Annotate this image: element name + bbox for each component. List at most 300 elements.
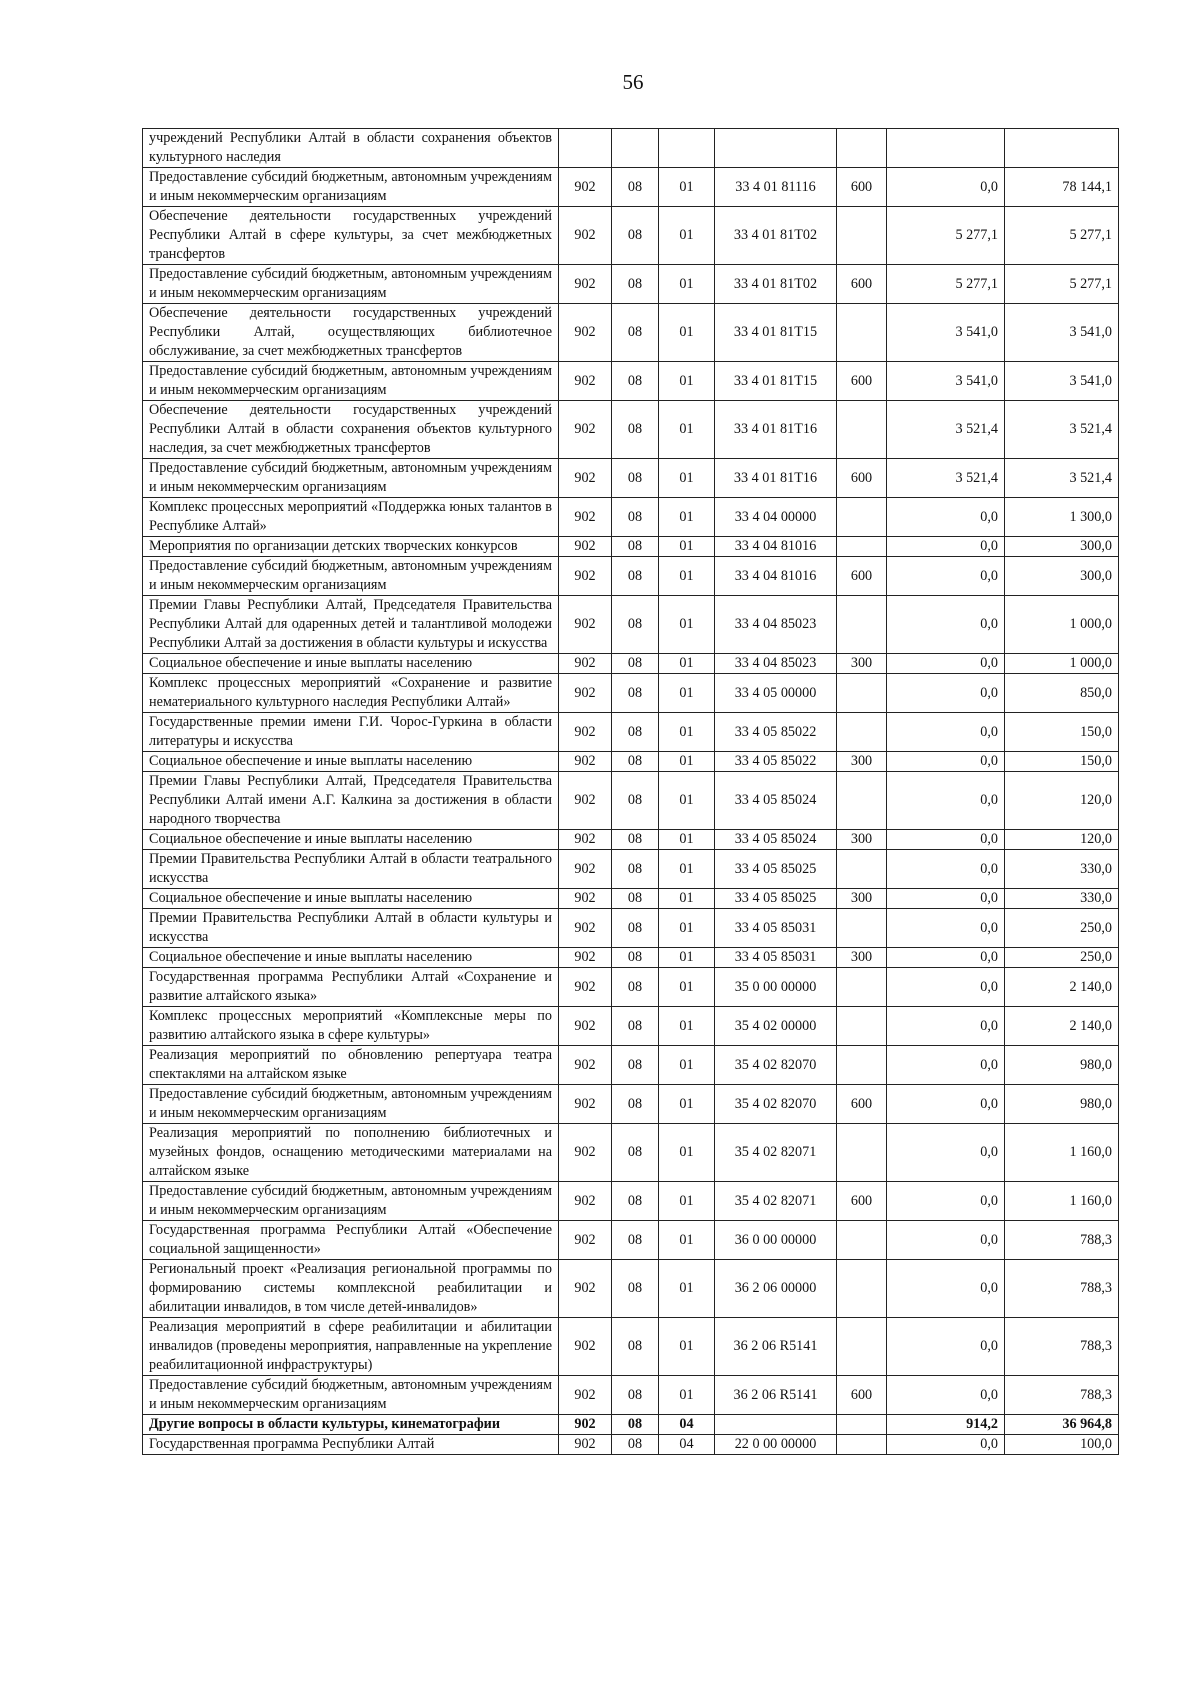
row-amount-1-cell: 0,0 bbox=[887, 1046, 1005, 1085]
row-amount-1-cell: 3 521,4 bbox=[887, 401, 1005, 459]
row-ministry-cell: 902 bbox=[559, 498, 612, 537]
table-row bbox=[143, 304, 1119, 362]
table-row bbox=[143, 168, 1119, 207]
row-expense-type-cell: 600 bbox=[837, 1376, 887, 1415]
row-amount-1-cell: 0,0 bbox=[887, 889, 1005, 909]
table-row bbox=[143, 1007, 1119, 1046]
row-section-cell: 08 bbox=[612, 889, 659, 909]
row-ministry-cell: 902 bbox=[559, 654, 612, 674]
row-name-cell: Социальное обеспечение и иные выплаты населению bbox=[143, 889, 559, 909]
row-amount-1-cell: 0,0 bbox=[887, 1085, 1005, 1124]
table-row bbox=[143, 129, 1119, 168]
row-expense-type-cell bbox=[837, 850, 887, 889]
row-section-cell: 08 bbox=[612, 1046, 659, 1085]
row-amount-2-cell: 788,3 bbox=[1005, 1221, 1119, 1260]
row-section-cell: 08 bbox=[612, 1085, 659, 1124]
row-amount-1-cell: 0,0 bbox=[887, 1435, 1005, 1455]
row-subsection-cell: 01 bbox=[659, 968, 715, 1007]
page-number: 56 bbox=[622, 70, 644, 94]
row-target-code-cell: 33 4 01 81Т02 bbox=[715, 265, 837, 304]
row-expense-type-cell bbox=[837, 772, 887, 830]
row-subsection-cell: 01 bbox=[659, 207, 715, 265]
row-section-cell: 08 bbox=[612, 1124, 659, 1182]
row-subsection-cell: 01 bbox=[659, 1085, 715, 1124]
row-ministry-cell: 902 bbox=[559, 850, 612, 889]
table-row bbox=[143, 1046, 1119, 1085]
row-subsection-cell: 01 bbox=[659, 401, 715, 459]
row-target-code-cell: 33 4 05 00000 bbox=[715, 674, 837, 713]
row-name-cell: Обеспечение деятельности государственных учреждений Республики Алтай в области сохранения объектов культурного наследия, за счет межбюджетных трансфертов bbox=[143, 401, 559, 459]
row-expense-type-cell bbox=[837, 1046, 887, 1085]
row-ministry-cell: 902 bbox=[559, 713, 612, 752]
row-expense-type-cell bbox=[837, 1124, 887, 1182]
row-subsection-cell: 01 bbox=[659, 459, 715, 498]
row-name-cell: Социальное обеспечение и иные выплаты населению bbox=[143, 948, 559, 968]
row-amount-2-cell: 3 541,0 bbox=[1005, 304, 1119, 362]
row-amount-1-cell: 0,0 bbox=[887, 968, 1005, 1007]
row-target-code-cell: 33 4 04 81016 bbox=[715, 557, 837, 596]
row-amount-1-cell: 0,0 bbox=[887, 1124, 1005, 1182]
row-section-cell: 08 bbox=[612, 1318, 659, 1376]
row-amount-2-cell: 3 541,0 bbox=[1005, 362, 1119, 401]
row-expense-type-cell bbox=[837, 1260, 887, 1318]
row-expense-type-cell bbox=[837, 1435, 887, 1455]
row-name-cell: Государственная программа Республики Алтай bbox=[143, 1435, 559, 1455]
row-amount-1-cell: 0,0 bbox=[887, 596, 1005, 654]
row-name-cell: Мероприятия по организации детских творческих конкурсов bbox=[143, 537, 559, 557]
row-section-cell: 08 bbox=[612, 265, 659, 304]
row-subsection-cell: 01 bbox=[659, 498, 715, 537]
row-subsection-cell: 01 bbox=[659, 1124, 715, 1182]
row-name-cell: Предоставление субсидий бюджетным, автономным учреждениям и иным некоммерческим организациям bbox=[143, 168, 559, 207]
row-target-code-cell: 22 0 00 00000 bbox=[715, 1435, 837, 1455]
row-name-cell: Государственная программа Республики Алтай «Сохранение и развитие алтайского языка» bbox=[143, 968, 559, 1007]
row-expense-type-cell: 600 bbox=[837, 1182, 887, 1221]
row-amount-2-cell: 1 300,0 bbox=[1005, 498, 1119, 537]
table-row bbox=[143, 1260, 1119, 1318]
row-name-cell: Премии Правительства Республики Алтай в области театрального искусства bbox=[143, 850, 559, 889]
row-name-cell: Государственные премии имени Г.И. Чорос-Гуркина в области литературы и искусства bbox=[143, 713, 559, 752]
row-ministry-cell: 902 bbox=[559, 909, 612, 948]
row-subsection-cell: 01 bbox=[659, 752, 715, 772]
row-name-cell: учреждений Республики Алтай в области сохранения объектов культурного наследия bbox=[143, 129, 559, 168]
row-subsection-cell: 01 bbox=[659, 1376, 715, 1415]
row-ministry-cell: 902 bbox=[559, 674, 612, 713]
row-name-cell: Предоставление субсидий бюджетным, автономным учреждениям и иным некоммерческим организациям bbox=[143, 362, 559, 401]
row-amount-1-cell: 0,0 bbox=[887, 1318, 1005, 1376]
row-subsection-cell: 01 bbox=[659, 557, 715, 596]
row-amount-1-cell: 0,0 bbox=[887, 1007, 1005, 1046]
row-ministry-cell: 902 bbox=[559, 1124, 612, 1182]
row-expense-type-cell: 600 bbox=[837, 168, 887, 207]
row-expense-type-cell: 300 bbox=[837, 889, 887, 909]
table-row bbox=[143, 850, 1119, 889]
row-expense-type-cell bbox=[837, 207, 887, 265]
row-ministry-cell: 902 bbox=[559, 1415, 612, 1435]
table-row bbox=[143, 1182, 1119, 1221]
table-row bbox=[143, 1085, 1119, 1124]
row-amount-2-cell: 1 000,0 bbox=[1005, 654, 1119, 674]
row-ministry-cell: 902 bbox=[559, 557, 612, 596]
row-subsection-cell: 01 bbox=[659, 1046, 715, 1085]
row-name-cell: Комплекс процессных мероприятий «Сохранение и развитие нематериального культурного наследия Республики Алтай» bbox=[143, 674, 559, 713]
row-amount-2-cell: 1 160,0 bbox=[1005, 1124, 1119, 1182]
row-amount-2-cell: 150,0 bbox=[1005, 713, 1119, 752]
row-amount-2-cell: 120,0 bbox=[1005, 772, 1119, 830]
row-amount-1-cell: 3 521,4 bbox=[887, 459, 1005, 498]
row-amount-1-cell: 0,0 bbox=[887, 772, 1005, 830]
row-target-code-cell: 33 4 05 85024 bbox=[715, 772, 837, 830]
table-row bbox=[143, 654, 1119, 674]
table-row bbox=[143, 674, 1119, 713]
row-section-cell: 08 bbox=[612, 713, 659, 752]
row-section-cell: 08 bbox=[612, 596, 659, 654]
row-ministry-cell: 902 bbox=[559, 459, 612, 498]
row-target-code-cell: 35 4 02 00000 bbox=[715, 1007, 837, 1046]
row-amount-2-cell: 250,0 bbox=[1005, 948, 1119, 968]
row-amount-2-cell: 788,3 bbox=[1005, 1318, 1119, 1376]
row-subsection-cell: 01 bbox=[659, 537, 715, 557]
row-amount-1-cell: 0,0 bbox=[887, 850, 1005, 889]
row-amount-1-cell: 0,0 bbox=[887, 752, 1005, 772]
table-row bbox=[143, 362, 1119, 401]
row-name-cell: Предоставление субсидий бюджетным, автономным учреждениям и иным некоммерческим организациям bbox=[143, 557, 559, 596]
row-subsection-cell: 04 bbox=[659, 1435, 715, 1455]
row-name-cell: Предоставление субсидий бюджетным, автономным учреждениям и иным некоммерческим организациям bbox=[143, 265, 559, 304]
row-amount-2-cell: 250,0 bbox=[1005, 909, 1119, 948]
row-section-cell: 08 bbox=[612, 772, 659, 830]
row-ministry-cell: 902 bbox=[559, 1085, 612, 1124]
table-row bbox=[143, 752, 1119, 772]
row-expense-type-cell: 600 bbox=[837, 265, 887, 304]
row-amount-1-cell: 0,0 bbox=[887, 674, 1005, 713]
row-amount-2-cell: 3 521,4 bbox=[1005, 459, 1119, 498]
table-row bbox=[143, 537, 1119, 557]
row-name-cell: Комплекс процессных мероприятий «Поддержка юных талантов в Республике Алтай» bbox=[143, 498, 559, 537]
row-target-code-cell: 33 4 04 85023 bbox=[715, 596, 837, 654]
row-target-code-cell bbox=[715, 1415, 837, 1435]
row-target-code-cell: 35 4 02 82070 bbox=[715, 1046, 837, 1085]
row-target-code-cell: 33 4 04 85023 bbox=[715, 654, 837, 674]
row-section-cell: 08 bbox=[612, 401, 659, 459]
table-row bbox=[143, 889, 1119, 909]
row-amount-2-cell: 980,0 bbox=[1005, 1046, 1119, 1085]
row-amount-2-cell: 150,0 bbox=[1005, 752, 1119, 772]
row-target-code-cell: 33 4 05 85025 bbox=[715, 889, 837, 909]
table-row bbox=[143, 265, 1119, 304]
table-row bbox=[143, 596, 1119, 654]
table-row bbox=[143, 830, 1119, 850]
row-amount-1-cell: 0,0 bbox=[887, 498, 1005, 537]
row-section-cell: 08 bbox=[612, 537, 659, 557]
table-row bbox=[143, 1376, 1119, 1415]
row-ministry-cell: 902 bbox=[559, 752, 612, 772]
row-target-code-cell: 33 4 04 00000 bbox=[715, 498, 837, 537]
row-target-code-cell: 33 4 01 81Т16 bbox=[715, 459, 837, 498]
row-amount-1-cell: 0,0 bbox=[887, 557, 1005, 596]
row-target-code-cell bbox=[715, 129, 837, 168]
row-section-cell: 08 bbox=[612, 168, 659, 207]
row-ministry-cell: 902 bbox=[559, 168, 612, 207]
row-name-cell: Социальное обеспечение и иные выплаты населению bbox=[143, 830, 559, 850]
row-amount-2-cell: 78 144,1 bbox=[1005, 168, 1119, 207]
row-expense-type-cell bbox=[837, 909, 887, 948]
row-section-cell: 08 bbox=[612, 968, 659, 1007]
row-amount-2-cell bbox=[1005, 129, 1119, 168]
row-amount-2-cell: 330,0 bbox=[1005, 889, 1119, 909]
table-row bbox=[143, 713, 1119, 752]
row-name-cell: Реализация мероприятий по пополнению библиотечных и музейных фондов, оснащению методическими материалами на алтайском языке bbox=[143, 1124, 559, 1182]
row-target-code-cell: 33 4 05 85031 bbox=[715, 948, 837, 968]
row-target-code-cell: 33 4 01 81Т16 bbox=[715, 401, 837, 459]
row-section-cell: 08 bbox=[612, 654, 659, 674]
table-row bbox=[143, 948, 1119, 968]
row-amount-2-cell: 1 160,0 bbox=[1005, 1182, 1119, 1221]
row-target-code-cell: 33 4 01 81Т15 bbox=[715, 304, 837, 362]
row-section-cell: 08 bbox=[612, 304, 659, 362]
row-subsection-cell: 01 bbox=[659, 265, 715, 304]
row-target-code-cell: 35 0 00 00000 bbox=[715, 968, 837, 1007]
table-row bbox=[143, 1221, 1119, 1260]
row-section-cell: 08 bbox=[612, 830, 659, 850]
table-row bbox=[143, 557, 1119, 596]
row-target-code-cell: 33 4 05 85031 bbox=[715, 909, 837, 948]
table-row bbox=[143, 401, 1119, 459]
row-target-code-cell: 35 4 02 82071 bbox=[715, 1124, 837, 1182]
row-expense-type-cell: 600 bbox=[837, 362, 887, 401]
row-name-cell: Предоставление субсидий бюджетным, автономным учреждениям и иным некоммерческим организациям bbox=[143, 1182, 559, 1221]
row-section-cell: 08 bbox=[612, 850, 659, 889]
row-expense-type-cell bbox=[837, 537, 887, 557]
row-ministry-cell: 902 bbox=[559, 265, 612, 304]
row-expense-type-cell: 600 bbox=[837, 459, 887, 498]
row-expense-type-cell bbox=[837, 129, 887, 168]
row-amount-1-cell: 5 277,1 bbox=[887, 265, 1005, 304]
row-amount-1-cell: 0,0 bbox=[887, 948, 1005, 968]
row-name-cell: Социальное обеспечение и иные выплаты населению bbox=[143, 752, 559, 772]
row-name-cell: Премии Правительства Республики Алтай в области культуры и искусства bbox=[143, 909, 559, 948]
row-ministry-cell: 902 bbox=[559, 1376, 612, 1415]
table-row bbox=[143, 968, 1119, 1007]
row-amount-2-cell: 2 140,0 bbox=[1005, 1007, 1119, 1046]
row-amount-2-cell: 120,0 bbox=[1005, 830, 1119, 850]
budget-table bbox=[142, 128, 1119, 1455]
row-amount-1-cell: 0,0 bbox=[887, 168, 1005, 207]
row-subsection-cell: 01 bbox=[659, 362, 715, 401]
row-subsection-cell: 01 bbox=[659, 168, 715, 207]
row-section-cell: 08 bbox=[612, 1182, 659, 1221]
row-expense-type-cell: 300 bbox=[837, 752, 887, 772]
row-section-cell: 08 bbox=[612, 1007, 659, 1046]
row-expense-type-cell bbox=[837, 1318, 887, 1376]
row-name-cell: Реализация мероприятий по обновлению репертуара театра спектаклями на алтайском языке bbox=[143, 1046, 559, 1085]
row-subsection-cell: 01 bbox=[659, 713, 715, 752]
row-ministry-cell: 902 bbox=[559, 207, 612, 265]
row-ministry-cell: 902 bbox=[559, 401, 612, 459]
row-amount-1-cell: 0,0 bbox=[887, 1221, 1005, 1260]
row-target-code-cell: 33 4 05 85022 bbox=[715, 752, 837, 772]
row-ministry-cell: 902 bbox=[559, 968, 612, 1007]
row-amount-2-cell: 300,0 bbox=[1005, 537, 1119, 557]
row-subsection-cell: 01 bbox=[659, 304, 715, 362]
row-subsection-cell: 01 bbox=[659, 654, 715, 674]
row-name-cell: Региональный проект «Реализация региональной программы по формированию системы комплексной реабилитации и абилитации инвалидов, в том числе детей-инвалидов» bbox=[143, 1260, 559, 1318]
row-amount-2-cell: 5 277,1 bbox=[1005, 265, 1119, 304]
row-amount-1-cell: 914,2 bbox=[887, 1415, 1005, 1435]
row-name-cell: Предоставление субсидий бюджетным, автономным учреждениям и иным некоммерческим организациям bbox=[143, 459, 559, 498]
row-name-cell: Другие вопросы в области культуры, кинематографии bbox=[143, 1415, 559, 1435]
row-name-cell: Предоставление субсидий бюджетным, автономным учреждениям и иным некоммерческим организациям bbox=[143, 1085, 559, 1124]
table-row bbox=[143, 207, 1119, 265]
row-amount-1-cell: 0,0 bbox=[887, 1376, 1005, 1415]
row-target-code-cell: 35 4 02 82071 bbox=[715, 1182, 837, 1221]
row-subsection-cell: 01 bbox=[659, 1007, 715, 1046]
row-expense-type-cell bbox=[837, 1221, 887, 1260]
row-subsection-cell: 01 bbox=[659, 1182, 715, 1221]
row-section-cell: 08 bbox=[612, 1221, 659, 1260]
row-amount-2-cell: 2 140,0 bbox=[1005, 968, 1119, 1007]
row-name-cell: Премии Главы Республики Алтай, Председателя Правительства Республики Алтай имени А.Г. Калкина за достижения в области народного творчества bbox=[143, 772, 559, 830]
row-expense-type-cell bbox=[837, 1007, 887, 1046]
row-section-cell: 08 bbox=[612, 557, 659, 596]
table-row bbox=[143, 498, 1119, 537]
row-expense-type-cell bbox=[837, 713, 887, 752]
row-target-code-cell: 33 4 01 81Т02 bbox=[715, 207, 837, 265]
row-subsection-cell: 01 bbox=[659, 889, 715, 909]
row-ministry-cell: 902 bbox=[559, 1260, 612, 1318]
row-amount-2-cell: 300,0 bbox=[1005, 557, 1119, 596]
row-amount-2-cell: 788,3 bbox=[1005, 1376, 1119, 1415]
row-subsection-cell: 01 bbox=[659, 909, 715, 948]
row-target-code-cell: 36 2 06 00000 bbox=[715, 1260, 837, 1318]
row-amount-1-cell: 3 541,0 bbox=[887, 362, 1005, 401]
row-ministry-cell: 902 bbox=[559, 948, 612, 968]
row-section-cell: 08 bbox=[612, 1376, 659, 1415]
budget-table-body bbox=[143, 129, 1119, 1455]
row-amount-2-cell: 1 000,0 bbox=[1005, 596, 1119, 654]
row-amount-2-cell: 850,0 bbox=[1005, 674, 1119, 713]
row-amount-1-cell: 3 541,0 bbox=[887, 304, 1005, 362]
row-target-code-cell: 33 4 04 81016 bbox=[715, 537, 837, 557]
row-target-code-cell: 36 0 00 00000 bbox=[715, 1221, 837, 1260]
row-section-cell: 08 bbox=[612, 1435, 659, 1455]
row-subsection-cell: 01 bbox=[659, 948, 715, 968]
row-target-code-cell: 33 4 05 85024 bbox=[715, 830, 837, 850]
row-section-cell: 08 bbox=[612, 207, 659, 265]
row-ministry-cell: 902 bbox=[559, 772, 612, 830]
row-section-cell: 08 bbox=[612, 752, 659, 772]
row-amount-1-cell: 0,0 bbox=[887, 909, 1005, 948]
row-name-cell: Комплекс процессных мероприятий «Комплексные меры по развитию алтайского языка в сфере культуры» bbox=[143, 1007, 559, 1046]
row-expense-type-cell bbox=[837, 968, 887, 1007]
row-subsection-cell: 01 bbox=[659, 850, 715, 889]
row-amount-2-cell: 5 277,1 bbox=[1005, 207, 1119, 265]
row-name-cell: Премии Главы Республики Алтай, Председателя Правительства Республики Алтай для одаренных детей и талантливой молодежи Республики Алтай за достижения в области культуры и искусства bbox=[143, 596, 559, 654]
row-ministry-cell bbox=[559, 129, 612, 168]
row-ministry-cell: 902 bbox=[559, 1318, 612, 1376]
row-section-cell: 08 bbox=[612, 459, 659, 498]
row-ministry-cell: 902 bbox=[559, 537, 612, 557]
row-section-cell bbox=[612, 129, 659, 168]
table-row bbox=[143, 1318, 1119, 1376]
row-expense-type-cell bbox=[837, 304, 887, 362]
table-row bbox=[143, 1435, 1119, 1455]
row-section-cell: 08 bbox=[612, 362, 659, 401]
row-subsection-cell: 01 bbox=[659, 596, 715, 654]
table-row bbox=[143, 909, 1119, 948]
row-amount-2-cell: 3 521,4 bbox=[1005, 401, 1119, 459]
table-row bbox=[143, 1415, 1119, 1435]
row-subsection-cell bbox=[659, 129, 715, 168]
row-ministry-cell: 902 bbox=[559, 1182, 612, 1221]
row-section-cell: 08 bbox=[612, 1260, 659, 1318]
row-ministry-cell: 902 bbox=[559, 1435, 612, 1455]
row-section-cell: 08 bbox=[612, 674, 659, 713]
row-expense-type-cell: 300 bbox=[837, 830, 887, 850]
row-target-code-cell: 33 4 01 81Т15 bbox=[715, 362, 837, 401]
row-name-cell: Социальное обеспечение и иные выплаты населению bbox=[143, 654, 559, 674]
row-expense-type-cell: 300 bbox=[837, 948, 887, 968]
row-ministry-cell: 902 bbox=[559, 1046, 612, 1085]
row-subsection-cell: 01 bbox=[659, 1221, 715, 1260]
row-name-cell: Реализация мероприятий в сфере реабилитации и абилитации инвалидов (проведены мероприятия, направленные на укрепление реабилитационной инфраструктуры) bbox=[143, 1318, 559, 1376]
row-amount-2-cell: 36 964,8 bbox=[1005, 1415, 1119, 1435]
row-name-cell: Обеспечение деятельности государственных учреждений Республики Алтай в сфере культуры, за счет межбюджетных трансфертов bbox=[143, 207, 559, 265]
row-target-code-cell: 33 4 05 85025 bbox=[715, 850, 837, 889]
row-ministry-cell: 902 bbox=[559, 596, 612, 654]
row-ministry-cell: 902 bbox=[559, 304, 612, 362]
row-expense-type-cell bbox=[837, 401, 887, 459]
row-ministry-cell: 902 bbox=[559, 830, 612, 850]
row-amount-2-cell: 788,3 bbox=[1005, 1260, 1119, 1318]
table-row bbox=[143, 459, 1119, 498]
row-name-cell: Обеспечение деятельности государственных учреждений Республики Алтай, осуществляющих библиотечное обслуживание, за счет межбюджетных трансфертов bbox=[143, 304, 559, 362]
row-amount-1-cell: 0,0 bbox=[887, 1182, 1005, 1221]
row-expense-type-cell bbox=[837, 674, 887, 713]
row-amount-1-cell: 0,0 bbox=[887, 537, 1005, 557]
table-row bbox=[143, 1124, 1119, 1182]
row-ministry-cell: 902 bbox=[559, 889, 612, 909]
row-amount-1-cell: 0,0 bbox=[887, 654, 1005, 674]
row-section-cell: 08 bbox=[612, 1415, 659, 1435]
row-amount-2-cell: 330,0 bbox=[1005, 850, 1119, 889]
row-expense-type-cell: 300 bbox=[837, 654, 887, 674]
table-row bbox=[143, 772, 1119, 830]
row-target-code-cell: 36 2 06 R5141 bbox=[715, 1318, 837, 1376]
row-amount-1-cell: 0,0 bbox=[887, 830, 1005, 850]
row-amount-1-cell bbox=[887, 129, 1005, 168]
row-ministry-cell: 902 bbox=[559, 362, 612, 401]
row-subsection-cell: 01 bbox=[659, 674, 715, 713]
row-amount-2-cell: 100,0 bbox=[1005, 1435, 1119, 1455]
row-section-cell: 08 bbox=[612, 948, 659, 968]
row-subsection-cell: 01 bbox=[659, 830, 715, 850]
row-target-code-cell: 35 4 02 82070 bbox=[715, 1085, 837, 1124]
row-target-code-cell: 36 2 06 R5141 bbox=[715, 1376, 837, 1415]
row-subsection-cell: 01 bbox=[659, 1318, 715, 1376]
row-subsection-cell: 01 bbox=[659, 1260, 715, 1318]
row-section-cell: 08 bbox=[612, 909, 659, 948]
row-target-code-cell: 33 4 01 81116 bbox=[715, 168, 837, 207]
row-name-cell: Государственная программа Республики Алтай «Обеспечение социальной защищенности» bbox=[143, 1221, 559, 1260]
row-expense-type-cell: 600 bbox=[837, 1085, 887, 1124]
row-section-cell: 08 bbox=[612, 498, 659, 537]
row-ministry-cell: 902 bbox=[559, 1221, 612, 1260]
row-expense-type-cell bbox=[837, 498, 887, 537]
row-subsection-cell: 04 bbox=[659, 1415, 715, 1435]
row-amount-2-cell: 980,0 bbox=[1005, 1085, 1119, 1124]
row-name-cell: Предоставление субсидий бюджетным, автономным учреждениям и иным некоммерческим организациям bbox=[143, 1376, 559, 1415]
